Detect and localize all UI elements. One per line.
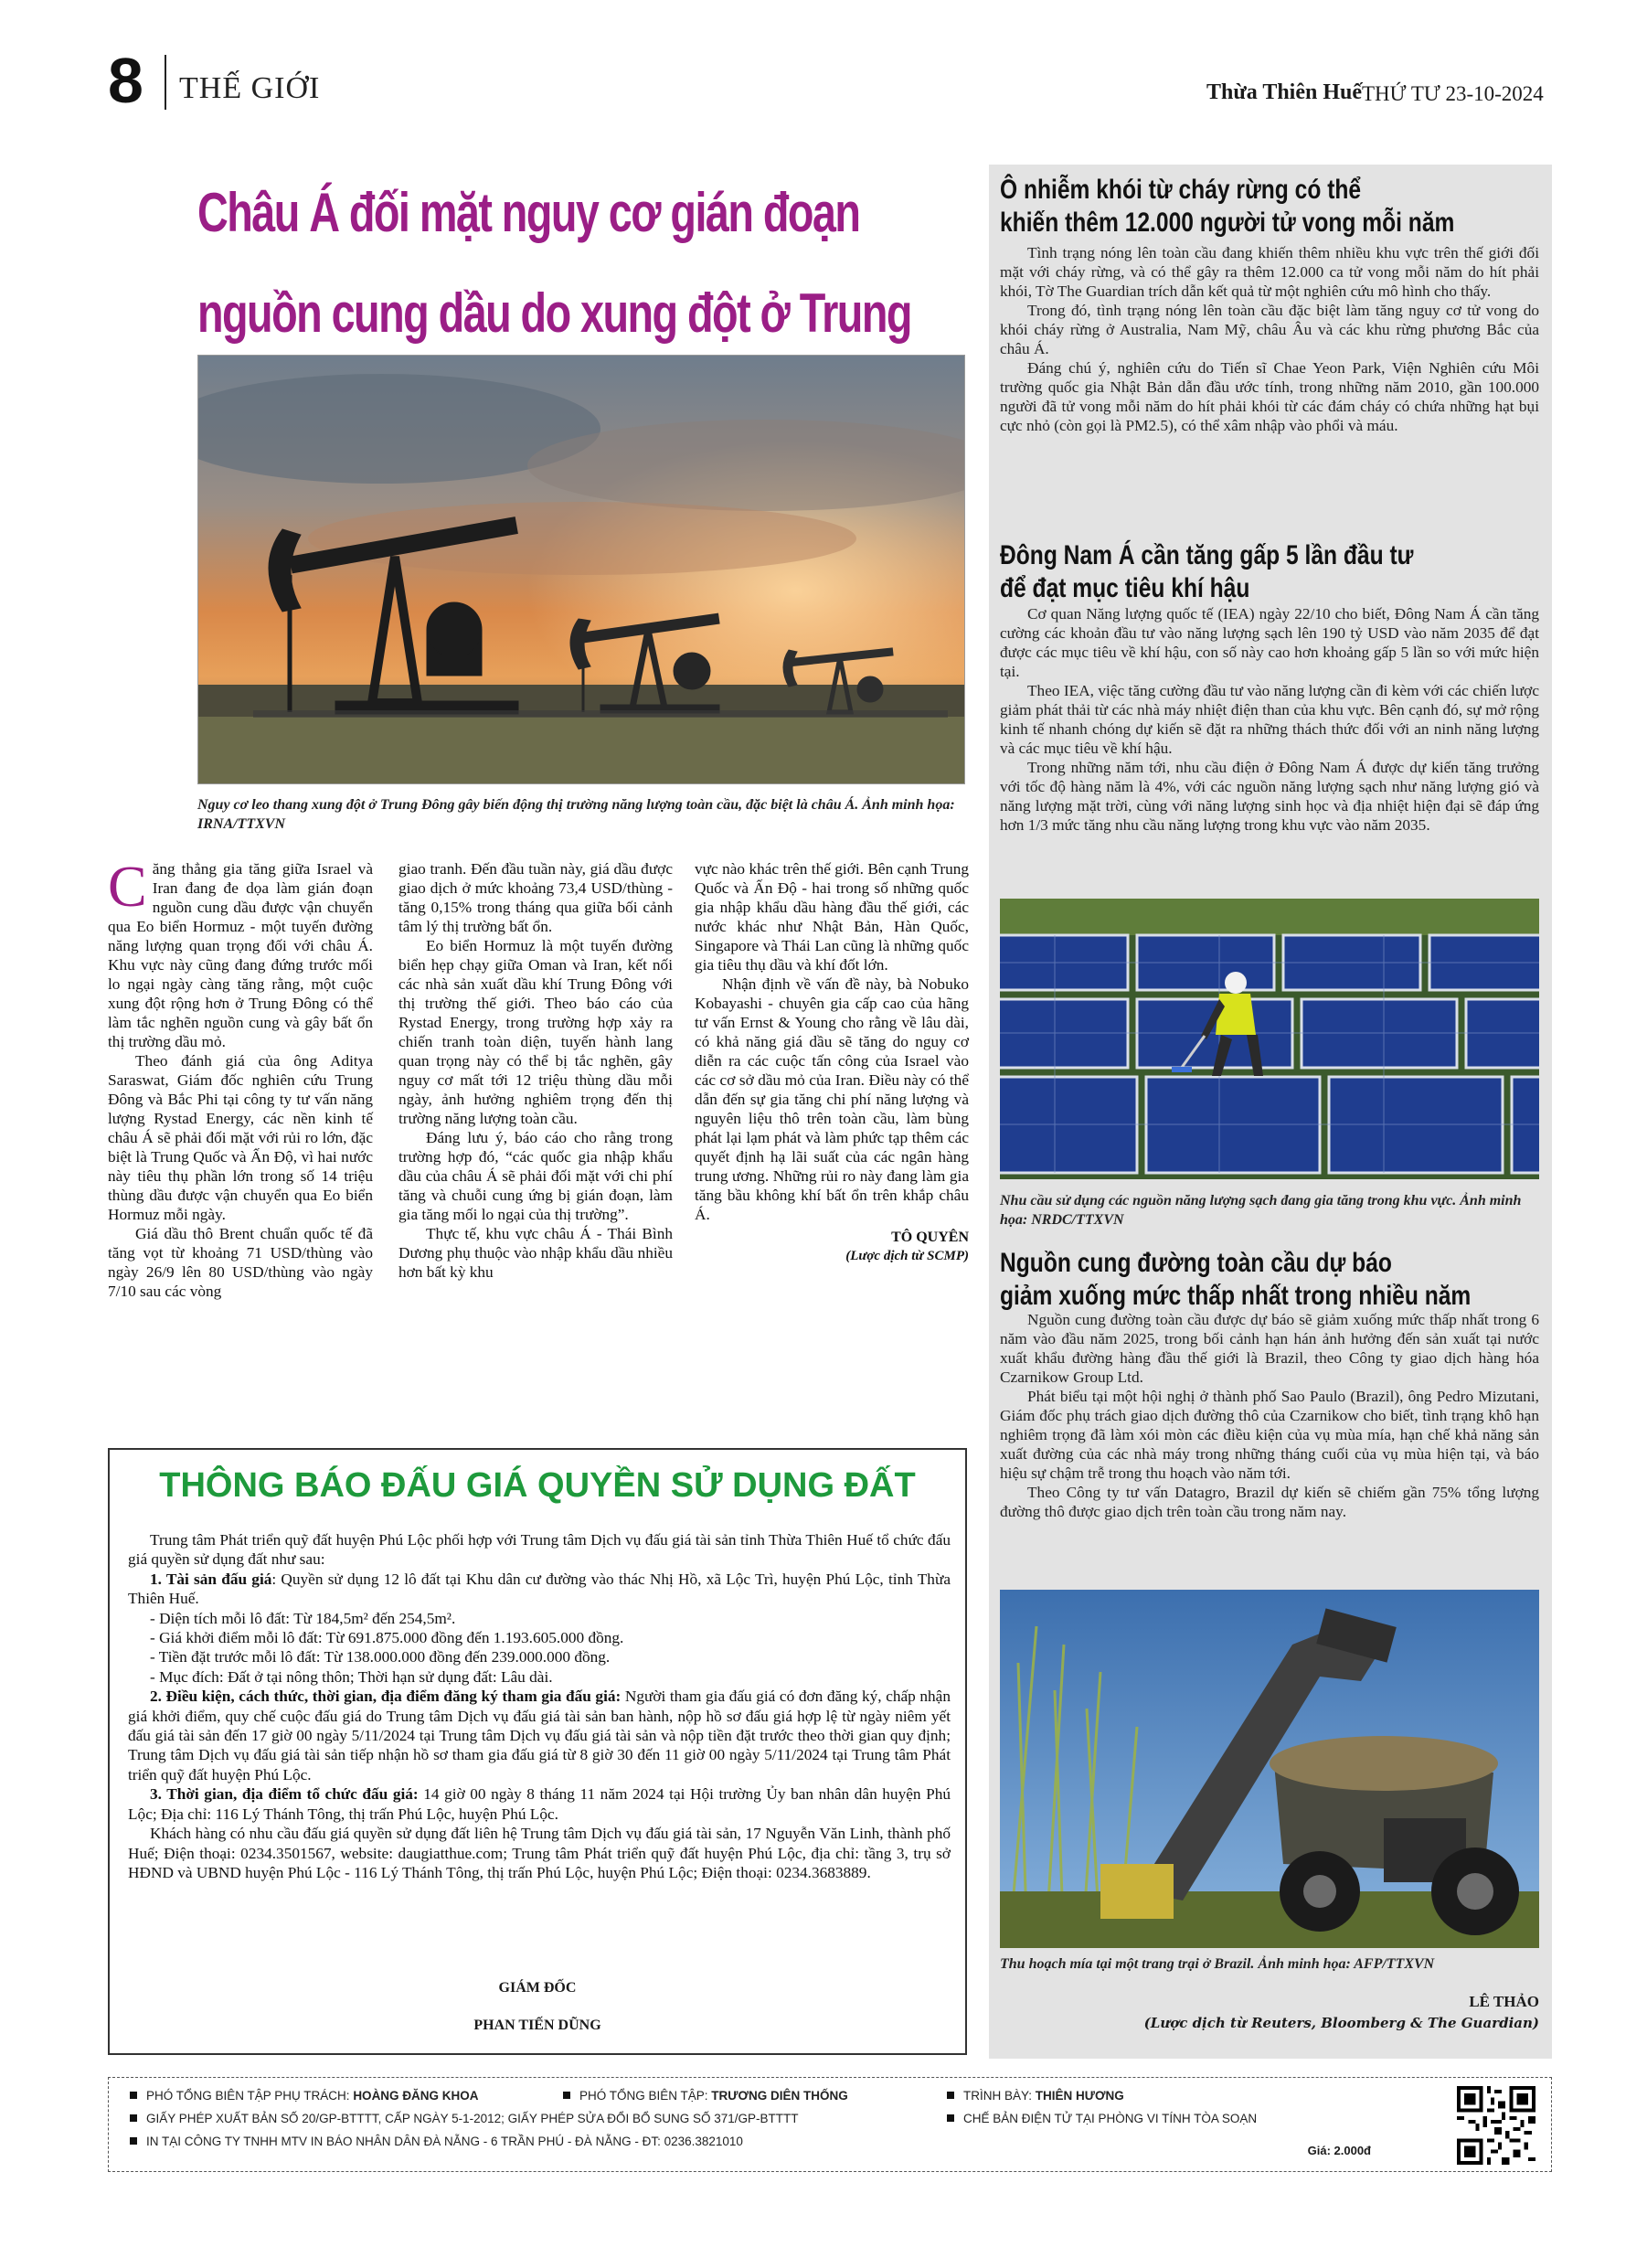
sidebar-author: LÊ THẢO: [1469, 1993, 1539, 2010]
article-column-2: [398, 859, 673, 1282]
header-divider: [165, 55, 166, 110]
story-paragraph: Trong những năm tới, nhu cầu điện ở Đông Nam Á được dự kiến tăng trưởng với tốc độ hàng năm là 4%, với các nguồn năng lượng sạch như năng lượng gió và năng lượng mặt trời, cùng với năng lượng sinh học và địa nhiệt hiện đại sẽ đáp ứng hơn 1/3 mức tăng nhu cầu năng lượng trong khu vực vào năm 2035.: [1000, 759, 1539, 834]
notice-intro: Trung tâm Phát triển quỹ đất huyện Phú Lộc phối hợp với Trung tâm Dịch vụ đấu giá tài sản tỉnh Thừa Thiên Huế tổ chức đấu giá quyền sử dụng đất như sau:: [128, 1531, 951, 1569]
notice-item-text: 14 giờ 00 ngày 8 tháng 11 năm 2024 tại Hội trường Ủy ban nhân dân huyện Phú Lộc; Địa chỉ: 116 Lý Thánh Tông, thị trấn Phú Lộc, huyện Phú Lộc.: [128, 1785, 951, 1823]
section-title: THẾ GIỚI: [179, 71, 321, 105]
notice-item-text: Người tham gia đấu giá có đơn đăng ký, chấp nhận giá khởi điểm, quy chế cuộc đấu giá do Trung tâm Dịch vụ đấu giá tài sản ban hành, nộp hồ sơ đấu giá hợp lệ từ ngày niêm yết đấu giá tài sản đến 17 giờ 00 ngày 5/11/2024 tại Trung tâm Dịch vụ đấu giá tài sản và nộp tiền đặt trước theo thời gian quy định; Trung tâm Dịch vụ đấu giá tài sản tiếp nhận hồ sơ tham gia đấu giá từ 8 giờ 30 đến 11 giờ 00 ngày 5/11/2024 tại Trung tâm Phát triển quỹ đất huyện Phú Lộc.: [128, 1688, 951, 1784]
oil-pumpjack-photo: [197, 355, 965, 784]
auction-notice-body: [128, 1530, 951, 1882]
price-label: Giá: 2.000đ: [1307, 2144, 1371, 2157]
sidebar-headline-sugar: [1000, 1247, 1539, 1313]
solar-panel-photo: [1000, 899, 1539, 1179]
story-paragraph: Theo IEA, việc tăng cường đầu tư vào năng lượng cần đi kèm với các chiến lược giảm phát thải từ các nhà máy nhiệt điện than của khu vực. Bên cạnh đó, sự mở rộng kinh tế nhanh chóng dự kiến sẽ đặt ra những thách thức đối với an ninh năng lượng và các mục tiêu về khí hậu.: [1000, 682, 1539, 757]
bullet-square-icon: [947, 2092, 954, 2099]
story-paragraph: Tình trạng nóng lên toàn cầu đang khiến thêm nhiều khu vực trên thế giới đối mặt với cháy rừng, và có thể gây ra thêm 12.000 ca tử vong mỗi năm do hít phải khói, Tờ The Guardian trích dẫn kết quả từ một nghiên cứu mô hình cho thấy.: [1000, 244, 1539, 300]
qr-code-graphic: [1457, 2086, 1535, 2165]
bullet-square-icon: [563, 2092, 570, 2099]
sidebar-story-sugar: [1000, 1310, 1539, 1521]
main-headline-line2: nguồn cung dầu do xung đột ở Trung: [197, 282, 911, 344]
bullet-square-icon: [947, 2114, 954, 2122]
footer-value: THIÊN HƯƠNG: [1035, 2089, 1124, 2103]
headline-line: để đạt mục tiêu khí hậu: [1000, 573, 1250, 603]
bullet-square-icon: [130, 2114, 137, 2122]
sidebar-source: (Lược dịch từ Reuters, Bloomberg & The Guardian): [1143, 2015, 1539, 2031]
footer-value: CHẾ BẢN ĐIỆN TỬ TẠI PHÒNG VI TÍNH TÒA SOẠN: [963, 2112, 1258, 2125]
article-author: TÔ QUYÊN: [891, 1230, 969, 1245]
footer-printer: [130, 2135, 743, 2148]
notice-signer-title: GIÁM ĐỐC: [498, 1980, 577, 1996]
notice-item-1: [128, 1570, 951, 1609]
footer-label: PHÓ TỔNG BIÊN TẬP:: [579, 2089, 708, 2103]
story-paragraph: Nguồn cung đường toàn cầu được dự báo sẽ giảm xuống mức thấp nhất trong 6 năm vào đầu năm 2025, trong bối cảnh hạn hán ảnh hưởng đến sản xuất tại nước xuất khẩu đường hàng đầu thế giới là Brazil, theo Công ty giao dịch hàng hóa Czarnikow Group Ltd.: [1000, 1311, 1539, 1386]
article-paragraph: ăng thẳng gia tăng giữa Israel và Iran đang đe dọa làm gián đoạn nguồn cung dầu được vận chuyển qua Eo biển Hormuz - một tuyến đường năng lượng quan trọng đối với châu Á. Khu vực này cũng đang đứng trước mối lo ngại ngày càng tăng rằng, một cuộc xung đột rộng hơn ở Trung Đông có thể làm tắc nghẽn nguồn cung và gây bất ổn thị trường dầu mỏ.: [108, 860, 373, 1050]
oil-pumpjack-illustration: [198, 356, 964, 783]
notice-deposit: - Tiền đặt trước mỗi lô đất: Từ 138.000.000 đồng đến 239.000.000 đồng.: [150, 1648, 611, 1666]
sidebar-story-wildfire: [1000, 243, 1539, 435]
article-paragraph: Giá dầu thô Brent chuẩn quốc tế đã tăng vọt từ khoảng 71 USD/thùng vào ngày 26/9 lên 80 USD/thùng vào ngày 7/10 sau các vòng: [108, 1225, 373, 1300]
footer-value: IN TẠI CÔNG TY TNHH MTV IN BÁO NHÂN DÂN ĐÀ NẴNG - 6 TRẦN PHÚ - ĐÀ NẴNG - ĐT: 0236.3821010: [146, 2135, 743, 2148]
article-paragraph: Eo biển Hormuz là một tuyến đường biển hẹp chạy giữa Oman và Iran, kết nối các nhà sản xuất dầu khí Trung Đông với thị trường thế giới. Theo báo cáo của Rystad Energy, trong trường hợp xảy ra chiến tranh toàn diện, tuyến hành lang quan trọng này có thể bị tắc nghẽn, gây nguy cơ mất tới 12 triệu thùng dầu mỗi ngày, ảnh hưởng nghiêm trọng đến thị trường năng lượng toàn cầu.: [398, 937, 673, 1127]
notice-contact: Khách hàng có nhu cầu đấu giá quyền sử dụng đất liên hệ Trung tâm Dịch vụ đấu giá tài sản, 17 Nguyễn Văn Linh, thành phố Huế; Điện thoại: 0234.3501567, website: daugiatthue.com; Trung tâm Phát triển quỹ đất huyện Phú Lộc, địa chỉ: tầng 3, trụ sở HĐND và UBND huyện Phú Lộc - 116 Lý Thánh Tông, thị trấn Phú Lộc, huyện Phú Lộc; Điện thoại: 0234.3683889.: [128, 1825, 951, 1881]
sugarcane-harvest-photo: [1000, 1590, 1539, 1948]
footer-value: HOÀNG ĐĂNG KHOA: [353, 2089, 479, 2103]
qr-code-icon[interactable]: [1457, 2086, 1535, 2165]
notice-signer-name: PHAN TIẾN DŨNG: [473, 2018, 601, 2033]
footer-license: [130, 2112, 799, 2125]
sidebar-story-sea-investment: [1000, 604, 1539, 835]
notice-area: - Diện tích mỗi lô đất: Từ 184,5m² đến 254,5m².: [150, 1609, 456, 1627]
sidebar-headline-sea-investment: [1000, 539, 1539, 605]
solar-panel-illustration: [1000, 899, 1539, 1179]
notice-item-2: [128, 1687, 951, 1784]
footer-value: TRƯƠNG DIÊN THỐNG: [711, 2089, 848, 2103]
footer-layout: [947, 2089, 1124, 2103]
footer-label: PHÓ TỔNG BIÊN TẬP PHỤ TRÁCH:: [146, 2089, 350, 2103]
notice-start-price: - Giá khởi điểm mỗi lô đất: Từ 691.875.000 đồng đến 1.193.605.000 đồng.: [150, 1629, 624, 1647]
bullet-square-icon: [130, 2137, 137, 2145]
sugarcane-harvest-illustration: [1000, 1590, 1539, 1948]
page-number: 8: [108, 45, 143, 116]
notice-item-3: [128, 1784, 951, 1824]
sugarcane-photo-caption: Thu hoạch mía tại một trang trại ở Brazil. Ảnh minh họa: AFP/TTXVN: [1000, 1956, 1435, 1972]
solar-photo-caption: Nhu cầu sử dụng các nguồn năng lượng sạch đang gia tăng trong khu vực. Ảnh minh họa: NRDC/TTXVN: [1000, 1193, 1522, 1228]
headline-line: giảm xuống mức thấp nhất trong nhiều năm: [1000, 1281, 1472, 1311]
article-source: (Lược dịch từ SCMP): [845, 1249, 969, 1263]
headline-line: Nguồn cung đường toàn cầu dự báo: [1000, 1248, 1392, 1278]
footer-label: TRÌNH BÀY:: [963, 2089, 1033, 2103]
issue-date: THỨ TƯ 23-10-2024: [1362, 82, 1544, 105]
story-paragraph: Theo Công ty tư vấn Datagro, Brazil dự kiến sẽ chiếm gần 75% tổng lượng đường thô được giao dịch trên toàn cầu trong năm nay.: [1000, 1484, 1539, 1520]
article-paragraph: vực nào khác trên thế giới. Bên cạnh Trung Quốc và Ấn Độ - hai trong số những quốc gia nhập khẩu dầu hàng đầu thế giới, các nước khác như Nhật Bản, Hàn Quốc, Singapore và Thái Lan cũng là những quốc gia tiêu thụ dầu và khí đốt lớn.: [695, 860, 969, 974]
auction-notice-title: THÔNG BÁO ĐẤU GIÁ QUYỀN SỬ DỤNG ĐẤT: [159, 1466, 916, 1505]
footer-deputy-editor-2: [563, 2089, 848, 2103]
article-paragraph: Theo đánh giá của ông Aditya Saraswat, Giám đốc nghiên cứu Trung Đông và Bắc Phi tại công ty tư vấn năng lượng Rystad Energy, các nền kinh tế châu Á sẽ phải đối mặt với rủi ro lớn, đặc biệt là Trung Quốc và Ấn Độ, vì hai nước này tiêu thụ phần lớn trong số 14 triệu thùng dầu được vận chuyển qua Eo biển Hormuz mỗi ngày.: [108, 1052, 373, 1223]
notice-item-label: 2. Điều kiện, cách thức, thời gian, địa điểm đăng ký tham gia đấu giá:: [150, 1688, 622, 1706]
headline-line: Ô nhiễm khói từ cháy rừng có thể: [1000, 175, 1362, 205]
story-paragraph: Cơ quan Năng lượng quốc tế (IEA) ngày 22/10 cho biết, Đông Nam Á cần tăng cường các khoản đầu tư vào năng lượng sạch lên 190 tỷ USD vào năm 2035 để đạt được các mục tiêu về khí hậu, con số này cao hơn khoảng gấp 5 lần so với mức hiện tại.: [1000, 605, 1539, 680]
notice-item-label: 1. Tài sản đấu giá: [150, 1570, 272, 1588]
headline-line: Đông Nam Á cần tăng gấp 5 lần đầu tư: [1000, 540, 1414, 570]
main-headline-line1: Châu Á đối mặt nguy cơ gián đoạn: [197, 182, 860, 243]
headline-line: khiến thêm 12.000 người tử vong mỗi năm: [1000, 208, 1455, 238]
paper-name: Thừa Thiên Huế: [1206, 80, 1363, 104]
story-paragraph: Phát biểu tại một hội nghị ở thành phố Sao Paulo (Brazil), ông Pedro Mizutani, Giám đốc phụ trách giao dịch đường thô của Czarnikow cho biết, tình trạng khô hạn nghiêm trọng đã làm xói mòn các điều kiện của vụ mùa mía, hạn chế khả năng sản xuất đường của các nhà máy trong những tháng cuối của vụ mùa hiện tại, và báo hiệu sự chậm trễ trong thu hoạch vào năm tới.: [1000, 1388, 1539, 1482]
article-paragraph: giao tranh. Đến đầu tuần này, giá dầu được giao dịch ở mức khoảng 73,4 USD/thùng - tăng 0,15% trong tháng qua giữa bối cảnh tâm lý thị trường bất ổn.: [398, 860, 673, 935]
bullet-square-icon: [130, 2092, 137, 2099]
footer-value: GIẤY PHÉP XUẤT BẢN SỐ 20/GP-BTTTT, CẤP NGÀY 5-1-2012; GIẤY PHÉP SỬA ĐỔI BỔ SUNG SỐ 371/GP-BTTTT: [146, 2112, 799, 2125]
notice-purpose: - Mục đích: Đất ở tại nông thôn; Thời hạn sử dụng đất: Lâu dài.: [150, 1667, 553, 1686]
story-paragraph: Đáng chú ý, nghiên cứu do Tiến sĩ Chae Yeon Park, Viện Nghiên cứu Môi trường quốc gia Nhật Bản dẫn đầu ước tính, trong những năm 2010, gần 100.000 người đã tử vong mỗi năm do hít phải khói từ các đám cháy có chứa những hạt bụi cực nhỏ (còn gọi là PM2.5), có thể xâm nhập vào phổi và máu.: [1000, 359, 1539, 434]
article-column-1: [108, 854, 373, 1301]
oil-photo-caption: Nguy cơ leo thang xung đột ở Trung Đông gây biến động thị trường năng lượng toàn cầu, đặc biệt là châu Á. Ảnh minh họa: IRNA/TTXVN: [197, 797, 955, 832]
article-column-3: [695, 859, 969, 1266]
notice-item-text: : Quyền sử dụng 12 lô đất tại Khu dân cư đường vào thác Nhị Hồ, xã Lộc Trì, huyện Phú Lộc, tỉnh Thừa Thiên Huế.: [128, 1570, 951, 1608]
footer-deputy-editor: [130, 2089, 479, 2103]
notice-item-label: 3. Thời gian, địa điểm tổ chức đấu giá:: [150, 1785, 419, 1804]
drop-cap: C: [108, 854, 147, 919]
sidebar-headline-wildfire: [1000, 174, 1539, 240]
article-paragraph: Đáng lưu ý, báo cáo cho rằng trong trường hợp đó, “các quốc gia nhập khẩu dầu của châu Á sẽ phải đối mặt với chi phí tăng và chuỗi cung ứng bị gián đoạn, làm gia tăng mối lo ngại của thị trường”.: [398, 1129, 673, 1223]
footer-typesetting: [947, 2112, 1257, 2125]
article-paragraph: Nhận định về vấn đề này, bà Nobuko Kobayashi - chuyên gia cấp cao của hãng tư vấn Ernst & Young cho rằng về lâu dài, có khả năng giá dầu sẽ tăng do nguy cơ diễn ra các cuộc tấn công của Israel vào các cơ sở dầu mỏ của Iran. Điều này có thể dẫn đến sự gia tăng chi phí năng lượng và nguyên liệu thô trên toàn cầu, làm bùng phát lại lạm phát và làm phức tạp thêm các quyết định hạ lãi suất của các ngân hàng trung ương. Những rủi ro này đang làm gia tăng bầu không khí bất ổn trên khắp châu Á.: [695, 975, 969, 1223]
story-paragraph: Trong đó, tình trạng nóng lên toàn cầu đặc biệt làm tăng nguy cơ tử vong do khói cháy rừng ở Australia, Nam Mỹ, châu Âu và các khu rừng phương Bắc của châu Á.: [1000, 302, 1539, 357]
article-paragraph: Thực tế, khu vực châu Á - Thái Bình Dương phụ thuộc vào nhập khẩu dầu nhiều hơn bất kỳ khu: [398, 1225, 673, 1281]
